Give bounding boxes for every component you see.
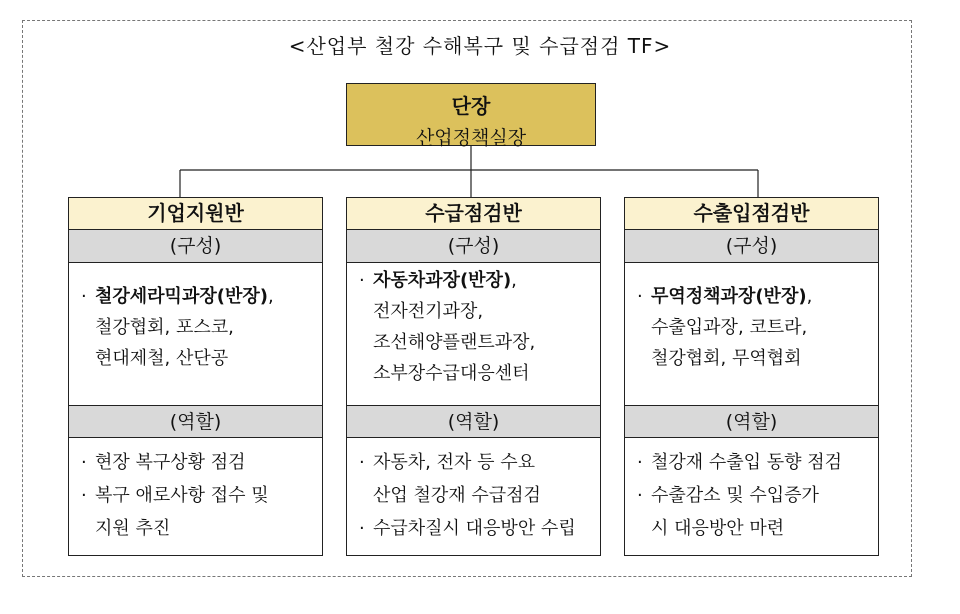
role-item: · 철강재 수출입 동향 점검 <box>637 452 843 473</box>
roles-label: (역할) <box>347 405 600 438</box>
member-line: 철강협회, 무역협회 <box>651 348 802 369</box>
team-body <box>624 230 879 556</box>
member-line: 현대제철, 산단공 <box>95 348 229 369</box>
lead-text: 자동차과장(반장) <box>373 270 512 291</box>
members-list <box>625 263 878 405</box>
role-item: · 자동차, 전자 등 수요 <box>359 452 535 473</box>
lead-text: 무역정책과장(반장) <box>651 286 807 307</box>
role-item-cont: 산업 철강재 수급점검 <box>373 485 541 506</box>
member-lead: · 철강세라믹과장(반장), <box>81 286 274 307</box>
member-line: 수출입과장, 코트라, <box>651 317 808 338</box>
head-member: 산업정책실장 <box>415 127 527 149</box>
team-body <box>68 230 323 556</box>
role-item-cont: 시 대응방안 마련 <box>651 518 785 539</box>
member-lead: · 무역정책과장(반장), <box>637 286 813 307</box>
head-box <box>346 83 596 149</box>
team-body <box>346 230 601 556</box>
lead-text: 철강세라믹과장(반장) <box>95 286 268 307</box>
team-name: 기업지원반 <box>68 197 323 230</box>
team-supply-check <box>346 197 601 556</box>
role-item-cont: 지원 추진 <box>95 518 171 539</box>
role-item: · 복구 애로사항 접수 및 <box>81 485 269 506</box>
head-title: 단장 <box>451 94 491 118</box>
roles-label: (역할) <box>69 405 322 438</box>
member-line: 조선해양플랜트과장, <box>373 332 536 353</box>
team-import-export-check <box>624 197 879 556</box>
members-label: (구성) <box>69 230 322 263</box>
role-item: · 수출감소 및 수입증가 <box>637 485 819 506</box>
members-label: (구성) <box>625 230 878 263</box>
member-line: 철강협회, 포스코, <box>95 317 234 338</box>
members-list <box>69 263 322 405</box>
member-line: 전자전기과장, <box>373 301 484 322</box>
team-name: 수급점검반 <box>346 197 601 230</box>
team-enterprise-support <box>68 197 323 556</box>
roles-list <box>69 438 322 555</box>
member-lead: · 자동차과장(반장), <box>359 270 517 291</box>
member-line: 소부장수급대응센터 <box>373 363 530 384</box>
role-item: · 수급차질시 대응방안 수립 <box>359 518 576 539</box>
team-name: 수출입점검반 <box>624 197 879 230</box>
roles-list <box>625 438 878 555</box>
members-list <box>347 263 600 405</box>
role-item: · 현장 복구상황 점검 <box>81 452 246 473</box>
diagram-title: <산업부 철강 수해복구 및 수급점검 TF> <box>288 34 672 58</box>
roles-label: (역할) <box>625 405 878 438</box>
members-label: (구성) <box>347 230 600 263</box>
roles-list <box>347 438 600 555</box>
